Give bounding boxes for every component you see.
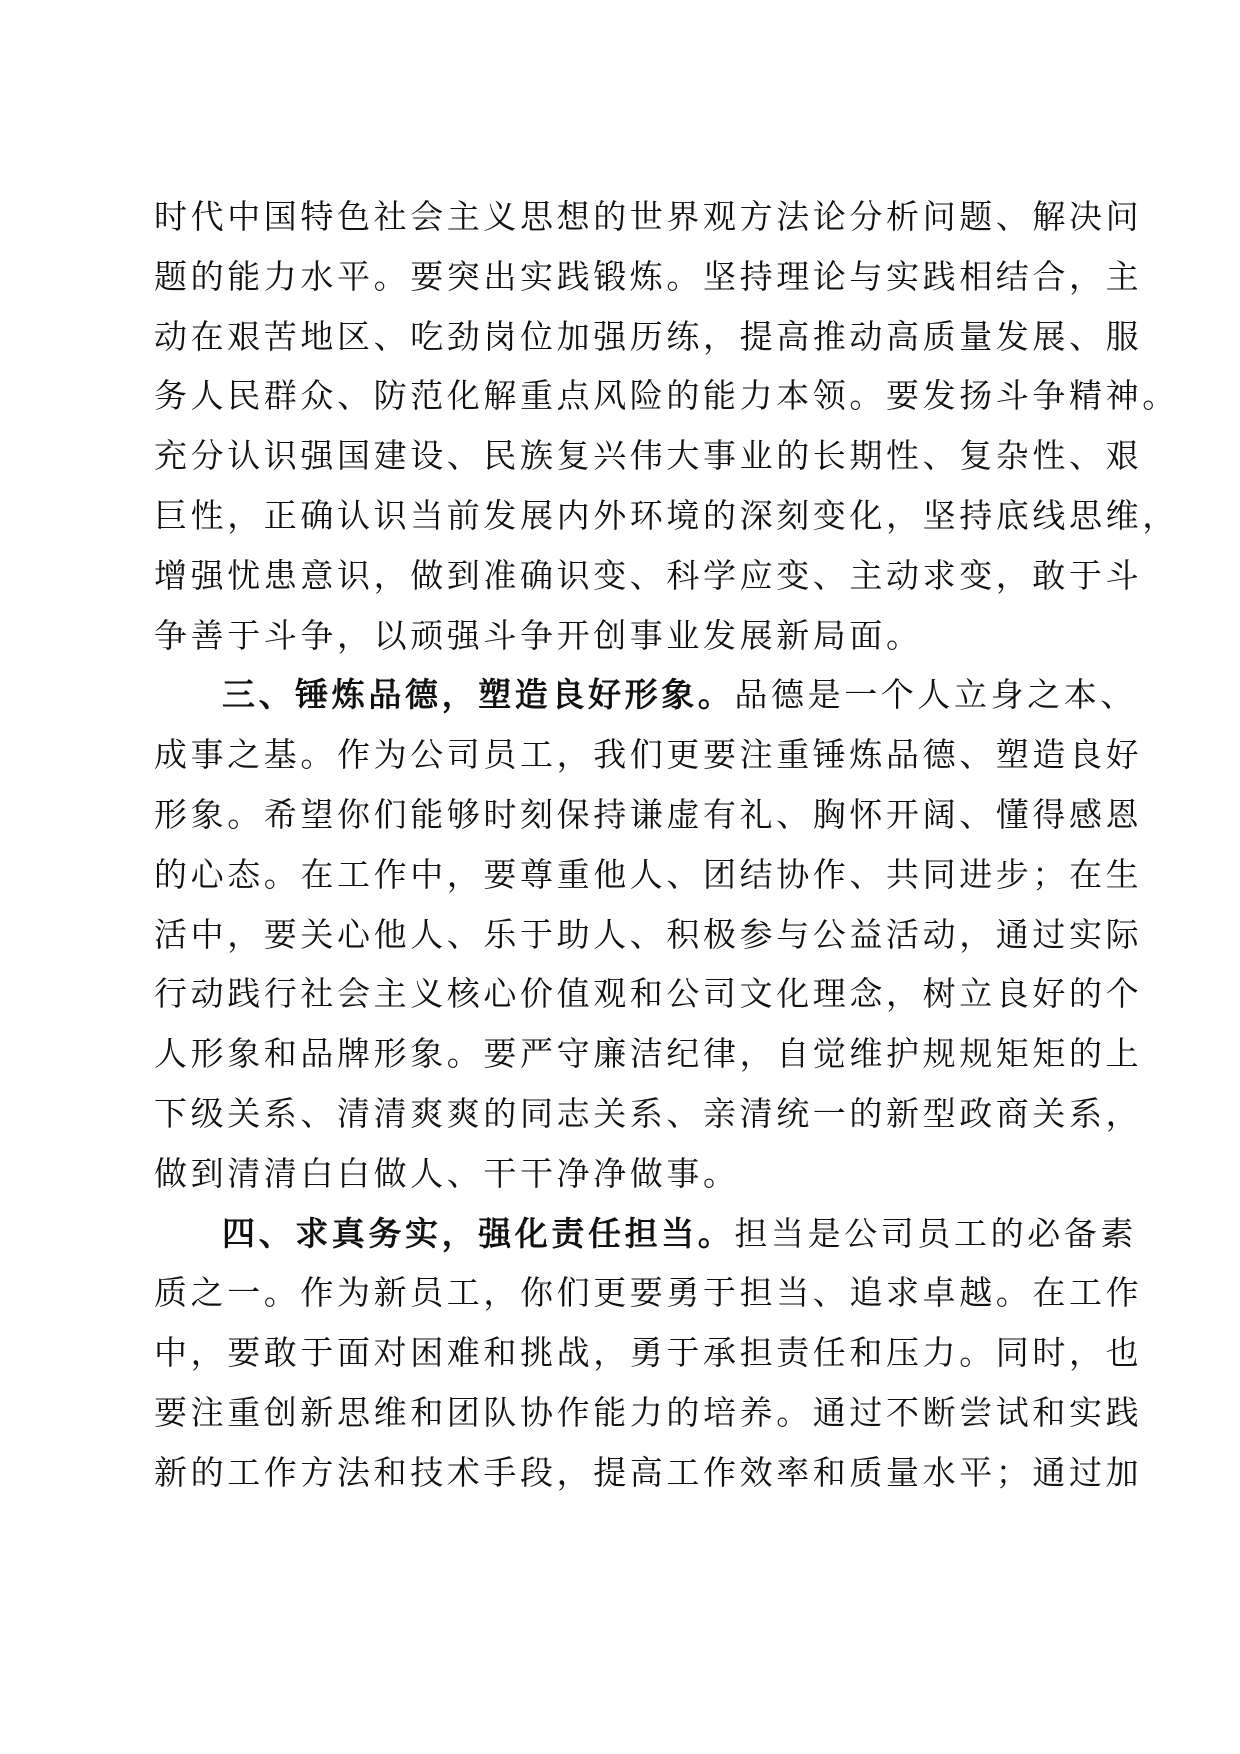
body-line: 下级关系、清清爽爽的同志关系、亲清统一的新型政商关系， — [154, 1093, 1143, 1133]
body-line: 增强忧患意识，做到准确识变、科学应变、主动求变，敢于斗 — [154, 555, 1143, 595]
body-line: 新的工作方法和技术手段，提高工作效率和质量水平；通过加 — [154, 1452, 1143, 1492]
document-body — [154, 187, 1179, 1503]
body-line: 时代中国特色社会主义思想的世界观方法论分析问题、解决问 — [154, 197, 1143, 236]
body-line: 成事之基。作为公司员工，我们更要注重锤炼品德、塑造良好 — [154, 735, 1143, 775]
body-line: 务人民群众、防范化解重点风险的能力本领。要发扬斗争精神。 — [154, 376, 1179, 416]
body-line: 中，要敢于面对困难和挑战，勇于承担责任和压力。同时，也 — [154, 1333, 1143, 1373]
body-line: 活中，要关心他人、乐于助人、积极参与公益活动，通过实际 — [154, 914, 1143, 954]
body-line: 行动践行社会主义核心价值观和公司文化理念，树立良好的个 — [154, 974, 1143, 1014]
body-line: 充分认识强国建设、民族复兴伟大事业的长期性、复杂性、艰 — [154, 436, 1143, 476]
section-3-heading: 三、锤炼品德，塑造良好形象。 — [222, 675, 735, 715]
body-line: 题的能力水平。要突出实践锻炼。坚持理论与实践相结合，主 — [154, 256, 1143, 296]
body-line: 争善于斗争，以顽强斗争开创事业发展新局面。 — [154, 615, 923, 655]
section-4-heading: 四、求真务实，强化责任担当。 — [222, 1213, 735, 1253]
body-line: 巨性，正确认识当前发展内外环境的深刻变化，坚持底线思维， — [154, 495, 1179, 535]
section-4-first-line — [154, 1204, 1138, 1264]
body-line: 的心态。在工作中，要尊重他人、团结协作、共同进步；在生 — [154, 854, 1143, 894]
body-line: 动在艰苦地区、吃劲岗位加强历练，提高推动高质量发展、服 — [154, 316, 1143, 356]
body-line: 人形象和品牌形象。要严守廉洁纪律，自觉维护规规矩矩的上 — [154, 1034, 1143, 1074]
section-3-first-line — [154, 665, 1138, 725]
body-line: 形象。希望你们能够时刻保持谦虚有礼、胸怀开阔、懂得感恩 — [154, 794, 1143, 834]
section-3-lead-text: 品德是一个人立身之本、 — [734, 675, 1138, 715]
section-4-lead-text: 担当是公司员工的必备素 — [734, 1213, 1138, 1253]
body-line: 质之一。作为新员工，你们更要勇于担当、追求卓越。在工作 — [154, 1273, 1143, 1313]
body-line: 做到清清白白做人、干干净净做事。 — [154, 1153, 740, 1193]
body-line: 要注重创新思维和团队协作能力的培养。通过不断尝试和实践 — [154, 1392, 1143, 1432]
